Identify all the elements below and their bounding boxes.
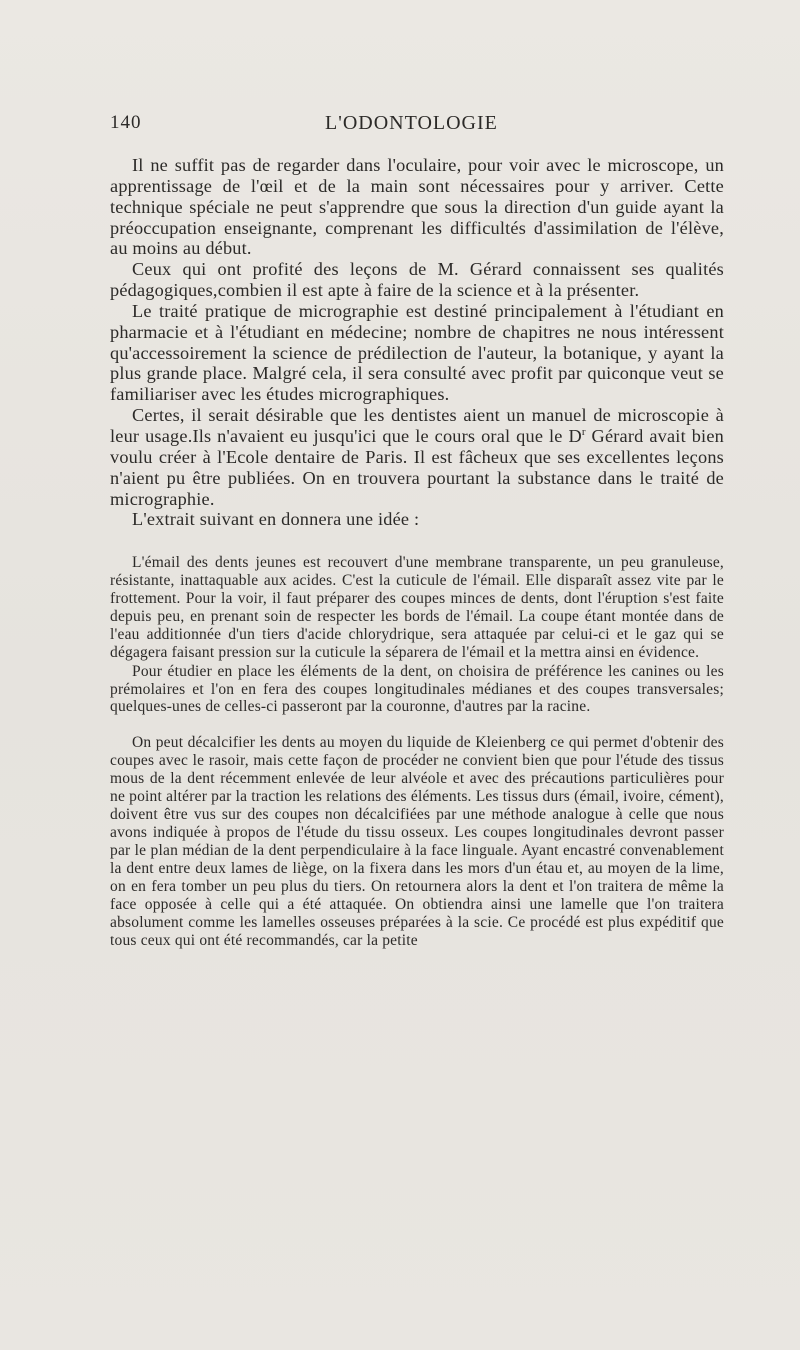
paragraph-microscope: Il ne suffit pas de regarder dans l'oculaire, pour voir avec le microscope, un apprentissage de l'œil et de la main sont nécessaires pour y arriver. Cette technique spéciale ne peut s'apprendre que sous la direction d'un guide ayant la préoccupation enseignante, comprenant les difficultés d'assimilation de l'élève, au moins au début. — [110, 155, 724, 259]
paragraph-extract-intro: L'extrait suivant en donnera une idée : — [132, 509, 420, 530]
paragraph-gerard-lessons: Ceux qui ont profité des leçons de M. Gérard connaissent ses qualités pédagogiques,combien il est apte à faire de la science et à la présenter. — [110, 259, 724, 301]
quoted-extract — [110, 554, 724, 716]
quote-paragraph-enamel-cuticle: L'émail des dents jeunes est recouvert d'une membrane transparente, un peu granuleuse, résistante, inattaquable aux acides. C'est la cuticule de l'émail. Elle disparaît assez vite par le frottement. Pour la voir, il faut préparer des coupes minces de dents, dont l'éruption s'est faite depuis peu, en prenant soin de respecter les bords de l'émail. La coupe étant montée dans de l'eau additionnée d'un tiers d'acide chlorydrique, sera attaquée par celui-ci et le gaz qui se dégagera faisant pression sur la cuticule la séparera de l'émail et la mettra ainsi en évidence. — [110, 554, 724, 661]
decalcification-section — [110, 734, 724, 949]
page-body — [110, 155, 724, 950]
running-title: L'ODONTOLOGIE — [325, 112, 498, 134]
paragraph-micrography-treatise: Le traité pratique de micrographie est destiné principalement à l'étudiant en pharmacie et à l'étudiant en médecine; nombre de chapitres ne nous intéressent qu'accessoirement la science de prédilection de l'auteur, la botanique, y ayant la plus grande place. Malgré cela, il sera consulté avec profit par quiconque veut se familiariser avec les études micrographiques. — [110, 300, 724, 405]
page-number: 140 — [110, 112, 142, 133]
quote-paragraph-tooth-sections: Pour étudier en place les éléments de la dent, on choisira de préférence les canines ou les prémolaires et l'on en fera des coupes longitudinales médianes et des coupes transversales; quelques-unes de celles-ci passeront par la couronne, d'autres par la racine. — [110, 662, 724, 716]
paragraph-certes — [110, 405, 724, 509]
page-header — [110, 112, 690, 140]
certes-text-start: Certes, il serait désirable que les dentistes aient un manuel de microscopie à leur usage.Ils n'avaient eu jusqu'ici que le cours oral que le D — [110, 405, 724, 446]
main-text — [110, 155, 724, 530]
doctor-abbrev-superscript: r — [581, 425, 586, 438]
paragraph-decalcification: On peut décalcifier les dents au moyen du liquide de Kleienberg ce qui permet d'obtenir des coupes avec le rasoir, mais cette façon de procéder ne convient bien que pour l'étude des tissus mous de la dent récemment enlevée de leur alvéole et avec des précautions particulières pour ne point altérer par la traction les relations des éléments. Les tissus durs (émail, ivoire, cément), doivent être vus sur des coupes non décalcifiées par une méthode analogue à celle que nous avons indiquée à propos de l'étude du tissu osseux. Les coupes longitudinales devront passer par le plan médian de la dent perpendiculaire à la face linguale. Ayant encastré convenablement la dent entre deux lames de liège, on la fixera dans les mors d'un étau et, au moyen de la lime, on en fera tomber un peu plus du tiers. On retournera alors la dent et l'on traitera de même la face opposée à celle qui a été attaquée. On obtiendra ainsi une lamelle que l'on traitera absolument comme les lamelles osseuses préparées à la scie. Ce procédé est plus expéditif que tous ceux qui ont été recommandés, car la petite — [110, 734, 724, 949]
certes-text-end: Gérard avait bien voulu créer à l'Ecole dentaire de Paris. Il est fâcheux que ses excellentes leçons n'aient pu être publiées. On en trouvera pourtant la substance dans le traité de micrographie. — [110, 425, 724, 509]
